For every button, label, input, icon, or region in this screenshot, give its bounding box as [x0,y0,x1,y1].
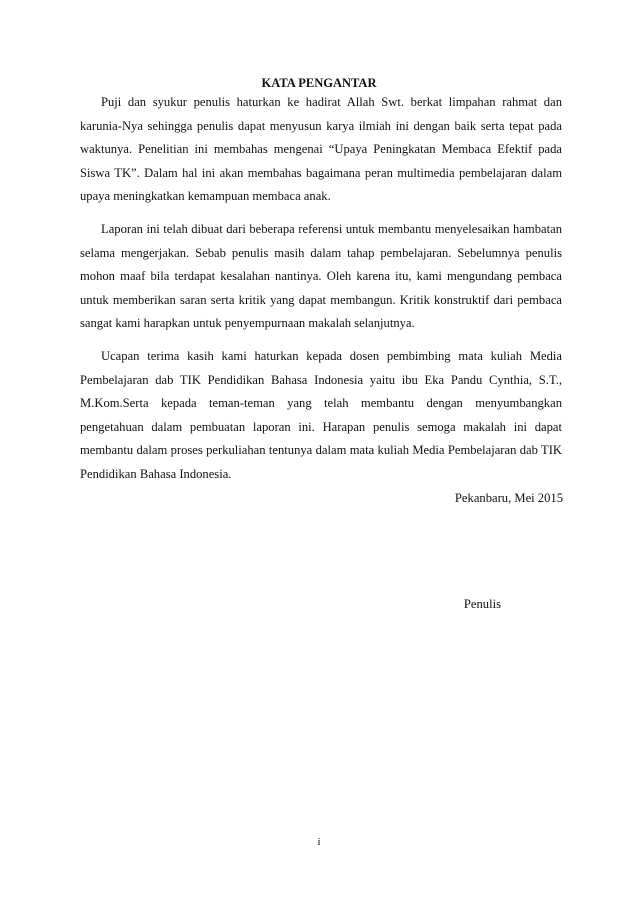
paragraph-1: Puji dan syukur penulis haturkan ke hadirat Allah Swt. berkat limpahan rahmat dan karunia-Nya sehingga penulis dapat menyusun karya ilmiah ini dengan baik serta tepat pada waktunya. Penelitian ini membahas mengenai “Upaya Peningkatan Membaca Efektif pada Siswa TK”. Dalam hal ini akan membahas bagaimana peran multimedia pembelajaran dalam upaya meningkatkan kemampuan membaca anak. [80,95,562,204]
signer-name: Penulis [463,597,501,611]
page-title: KATA PENGANTAR [261,76,377,90]
document-body [80,91,562,496]
paragraph-3: Ucapan terima kasih kami haturkan kepada dosen pembimbing mata kuliah Media Pembelajaran dab TIK Pendidikan Bahasa Indonesia yaitu ibu Eka Pandu Cynthia, S.T., M.Kom.Serta kepada teman-teman yang telah membantu dengan menyumbangkan pengetahuan dalam pembuatan laporan ini. Harapan penulis semoga makalah ini dapat membantu dalam proses perkuliahan tentunya dalam mata kuliah Media Pembelajaran dab TIK Pendidikan Bahasa Indonesia. [80,348,562,481]
place-date: Pekanbaru, Mei 2015 [454,491,563,505]
page-number: i [317,836,321,848]
paragraph-2: Laporan ini telah dibuat dari beberapa referensi untuk membantu menyelesaikan hambatan selama mengerjakan. Sebab penulis masih dalam tahap pembelajaran. Sebelumnya penulis mohon maaf bila terdapat kesalahan nantinya. Oleh karena itu, kami mengundang pembaca untuk memberikan saran serta kritik yang dapat membangun. Kritik konstruktif dari pembaca sangat kami harapkan untuk penyempurnaan makalah selanjutnya. [80,221,562,331]
